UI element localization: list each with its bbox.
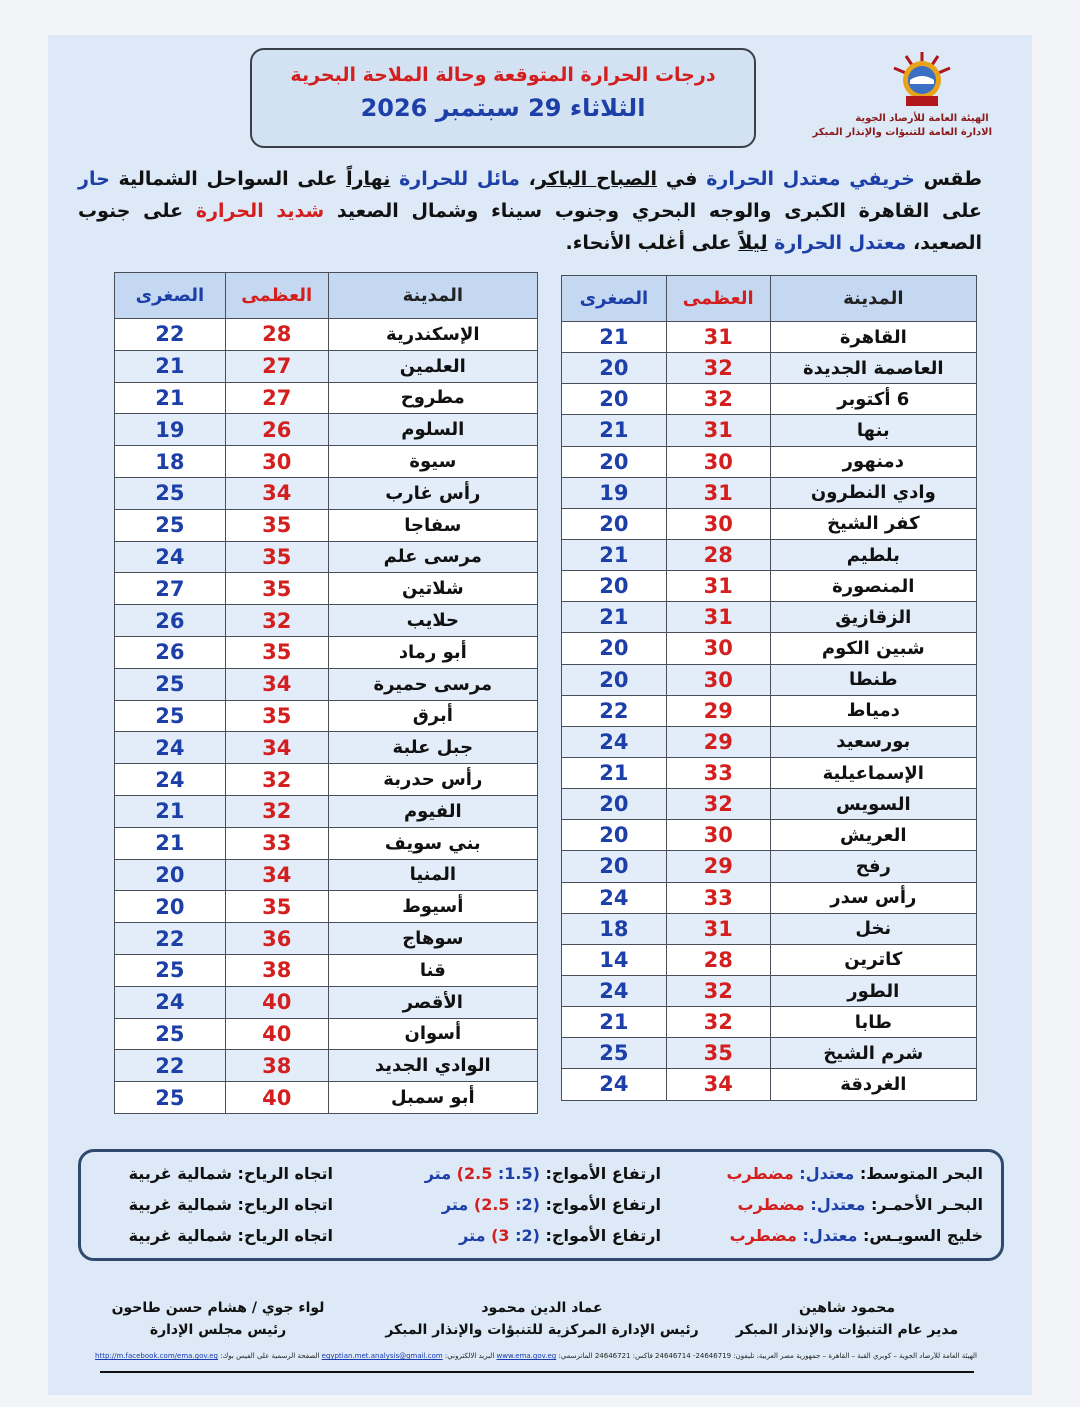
- table-row: [115, 827, 538, 859]
- wind-label: اتجاه الرياح:: [231, 1164, 333, 1183]
- city-cell: سيوة: [328, 446, 537, 478]
- min-temp-cell: 22: [115, 1050, 226, 1082]
- table-row: [115, 795, 538, 827]
- min-temp-cell: 25: [115, 954, 226, 986]
- contact-footer: [78, 1352, 977, 1360]
- wave-unit: متر: [459, 1226, 492, 1245]
- signatory-title: رئيس مجلس الإدارة: [149, 1322, 287, 1338]
- summary-highlight-red: شديد الحرارة: [195, 200, 325, 222]
- city-cell: طابا: [770, 1007, 976, 1038]
- max-temp-cell: 38: [225, 1050, 328, 1082]
- min-temp-cell: 24: [562, 726, 667, 757]
- city-cell: جبل علبة: [328, 732, 537, 764]
- max-temp-cell: 34: [225, 859, 328, 891]
- city-cell: كفر الشيخ: [770, 508, 976, 539]
- city-cell: دمياط: [770, 695, 976, 726]
- city-cell: بني سويف: [328, 827, 537, 859]
- footer-address: الهيئة العامة للأرصاد الجوية – كوبري القبة – القاهرة – جمهورية مصر العربية، تليفون: 24646719- 24646714 فاكس: 24646721 الماترسمي:: [558, 1352, 977, 1360]
- min-temp-cell: 25: [115, 1018, 226, 1050]
- min-temp-cell: 25: [115, 700, 226, 732]
- bulletin-page: [48, 35, 1032, 1395]
- table-row: [115, 446, 538, 478]
- table-row: [562, 757, 977, 788]
- wind-direction: شمالية غربية: [128, 1195, 232, 1214]
- max-temp-cell: 30: [666, 446, 770, 477]
- wave-label: ارتفاع الأمواج:: [539, 1226, 661, 1245]
- table-row: [115, 700, 538, 732]
- footer-divider: [100, 1371, 974, 1373]
- table-row: [562, 602, 977, 633]
- city-cell: المنصورة: [770, 571, 976, 602]
- sea-name: البحر المتوسط:: [854, 1164, 983, 1183]
- table-row: [115, 414, 538, 446]
- table-row: [115, 319, 538, 351]
- max-temp-cell: 31: [666, 602, 770, 633]
- min-temp-cell: 20: [562, 384, 667, 415]
- min-temp-cell: 21: [562, 322, 667, 353]
- table-row: [115, 605, 538, 637]
- city-cell: الأقصر: [328, 986, 537, 1018]
- sea-name: البحـر الأحمـر:: [865, 1195, 983, 1214]
- city-cell: مرسى حميرة: [328, 668, 537, 700]
- max-temp-cell: 30: [666, 664, 770, 695]
- city-cell: بلطيم: [770, 539, 976, 570]
- min-temp-cell: 25: [562, 1038, 667, 1069]
- table-row: [115, 477, 538, 509]
- summary-text: في: [657, 168, 707, 190]
- table-row: [562, 789, 977, 820]
- signature-chairman: [98, 1297, 338, 1341]
- city-cell: أبو سمبل: [328, 1082, 537, 1114]
- summary-text: طقس: [914, 168, 982, 190]
- max-temp-cell: 28: [225, 319, 328, 351]
- city-cell: الزقازيق: [770, 602, 976, 633]
- signatory-title: مدير عام التنبؤات والإنذار المبكر: [735, 1322, 959, 1338]
- max-temp-cell: 32: [225, 605, 328, 637]
- wave-min: (2:: [509, 1195, 540, 1214]
- table-row: [562, 508, 977, 539]
- table-row: [562, 571, 977, 602]
- max-temp-cell: 26: [225, 414, 328, 446]
- min-temp-cell: 22: [115, 319, 226, 351]
- table-row: [562, 975, 977, 1006]
- min-temp-cell: 21: [115, 382, 226, 414]
- table-row: [562, 695, 977, 726]
- min-temp-cell: 21: [115, 795, 226, 827]
- city-cell: سفاجا: [328, 509, 537, 541]
- website-link[interactable]: www.ema.gov.eg: [496, 1352, 557, 1360]
- max-temp-cell: 30: [666, 633, 770, 664]
- signatory-title: رئيس الإدارة المركزية للتنبؤات والإنذار المبكر: [385, 1322, 699, 1338]
- city-cell: الوادي الجديد: [328, 1050, 537, 1082]
- table-row: [115, 382, 538, 414]
- table-row: [115, 923, 538, 955]
- min-temp-cell: 24: [115, 541, 226, 573]
- header-max: العظمى: [666, 276, 770, 322]
- email-link[interactable]: egyptian.met.analysis@gmail.com: [321, 1352, 443, 1360]
- min-temp-cell: 25: [115, 509, 226, 541]
- max-temp-cell: 35: [225, 891, 328, 923]
- max-temp-cell: 38: [225, 954, 328, 986]
- summary-highlight: خريفي: [849, 168, 915, 190]
- signatory-name: محمود شاهين: [798, 1300, 896, 1316]
- max-temp-cell: 31: [666, 913, 770, 944]
- ema-logo: [812, 50, 992, 140]
- header-city: المدينة: [328, 273, 537, 319]
- bulletin-title: درجات الحرارة المتوقعة وحالة الملاحة البحرية: [290, 64, 716, 86]
- city-cell: سوهاج: [328, 923, 537, 955]
- summary-underlined: ليلاً: [738, 232, 768, 254]
- table-row: [115, 732, 538, 764]
- city-cell: الإسماعيلية: [770, 757, 976, 788]
- signature-central-director: [377, 1297, 707, 1341]
- signatory-name: عماد الدين محمود: [481, 1300, 603, 1316]
- marine-row: [81, 1164, 1001, 1194]
- summary-highlight: مائل للحرارة: [399, 168, 520, 190]
- city-cell: بنها: [770, 415, 976, 446]
- city-cell: شبين الكوم: [770, 633, 976, 664]
- city-cell: الطور: [770, 975, 976, 1006]
- max-temp-cell: 30: [666, 820, 770, 851]
- max-temp-cell: 27: [225, 382, 328, 414]
- ema-emblem-icon: [886, 50, 958, 112]
- min-temp-cell: 19: [115, 414, 226, 446]
- marine-row: [81, 1195, 1001, 1225]
- table-row: [562, 1007, 977, 1038]
- sea-state-label: معتدل:: [804, 1195, 866, 1214]
- max-temp-cell: 28: [666, 539, 770, 570]
- city-cell: وادي النطرون: [770, 477, 976, 508]
- max-temp-cell: 34: [666, 1069, 770, 1100]
- city-cell: أبو رماد: [328, 636, 537, 668]
- min-temp-cell: 14: [562, 944, 667, 975]
- table-row: [115, 509, 538, 541]
- city-cell: 6 أكتوبر: [770, 384, 976, 415]
- table-row: [115, 1018, 538, 1050]
- table-row: [115, 668, 538, 700]
- city-cell: مطروح: [328, 382, 537, 414]
- min-temp-cell: 18: [115, 446, 226, 478]
- summary-underlined: نهاراً: [346, 168, 391, 190]
- summary-highlight: معتدل الحرارة: [706, 168, 841, 190]
- table-row: [115, 350, 538, 382]
- table-row: [562, 353, 977, 384]
- max-temp-cell: 34: [225, 732, 328, 764]
- city-cell: شرم الشيخ: [770, 1038, 976, 1069]
- summary-text: [841, 168, 850, 190]
- table-row: [115, 954, 538, 986]
- city-cell: قنا: [328, 954, 537, 986]
- table-row: [115, 1082, 538, 1114]
- max-temp-cell: 40: [225, 1018, 328, 1050]
- city-cell: دمنهور: [770, 446, 976, 477]
- signatory-name: لواء جوي / هشام حسن طاحون: [111, 1300, 325, 1316]
- min-temp-cell: 26: [115, 636, 226, 668]
- city-cell: الغردقة: [770, 1069, 976, 1100]
- table-row: [115, 986, 538, 1018]
- city-cell: العلمين: [328, 350, 537, 382]
- table-row: [562, 726, 977, 757]
- max-temp-cell: 32: [666, 789, 770, 820]
- min-temp-cell: 21: [562, 539, 667, 570]
- table-row: [115, 541, 538, 573]
- wind-direction: شمالية غربية: [128, 1164, 232, 1183]
- wind-direction: شمالية غربية: [128, 1226, 232, 1245]
- footer-email-label: البريد الالكتروني:: [442, 1352, 497, 1360]
- city-cell: رأس حدربة: [328, 764, 537, 796]
- min-temp-cell: 20: [115, 891, 226, 923]
- max-temp-cell: 28: [666, 944, 770, 975]
- min-temp-cell: 24: [115, 732, 226, 764]
- min-temp-cell: 24: [562, 975, 667, 1006]
- table-row: [562, 913, 977, 944]
- max-temp-cell: 35: [225, 700, 328, 732]
- sea-name: خليج السويـس:: [857, 1226, 983, 1245]
- summary-text: على أغلب الأنحاء.: [565, 232, 739, 254]
- city-cell: رأس غارب: [328, 477, 537, 509]
- max-temp-cell: 35: [666, 1038, 770, 1069]
- max-temp-cell: 35: [225, 573, 328, 605]
- max-temp-cell: 33: [666, 882, 770, 913]
- min-temp-cell: 25: [115, 668, 226, 700]
- min-temp-cell: 24: [562, 1069, 667, 1100]
- city-cell: العاصمة الجديدة: [770, 353, 976, 384]
- table-row: [115, 573, 538, 605]
- min-temp-cell: 22: [562, 695, 667, 726]
- min-temp-cell: 21: [562, 602, 667, 633]
- min-temp-cell: 21: [562, 1007, 667, 1038]
- summary-underlined: الصباح الباكر: [535, 168, 658, 190]
- min-temp-cell: 18: [562, 913, 667, 944]
- min-temp-cell: 20: [562, 851, 667, 882]
- summary-highlight: حار: [78, 168, 110, 190]
- table-row: [562, 944, 977, 975]
- bulletin-date: الثلاثاء 29 سبتمبر 2026: [360, 94, 646, 122]
- wave-max: 2.5): [473, 1195, 510, 1214]
- min-temp-cell: 27: [115, 573, 226, 605]
- wave-unit: متر: [424, 1164, 457, 1183]
- summary-highlight: معتدل الحرارة: [774, 232, 907, 254]
- signature-forecast-director: [717, 1297, 977, 1341]
- org-name: الهيئة العامة للأرصاد الجوية: [855, 113, 989, 124]
- wind-label: اتجاه الرياح:: [231, 1195, 333, 1214]
- max-temp-cell: 32: [225, 764, 328, 796]
- table-row: [115, 891, 538, 923]
- max-temp-cell: 40: [225, 1082, 328, 1114]
- marine-row: [81, 1226, 1001, 1256]
- city-cell: كاترين: [770, 944, 976, 975]
- min-temp-cell: 20: [562, 820, 667, 851]
- table-row: [115, 859, 538, 891]
- summary-text: [390, 168, 399, 190]
- sea-state: مضطرب: [726, 1164, 794, 1183]
- summary-text: على القاهرة الكبرى والوجه البحري وجنوب سيناء وشمال الصعيد: [324, 200, 982, 222]
- table-row: [115, 764, 538, 796]
- wave-unit: متر: [441, 1195, 474, 1214]
- min-temp-cell: 25: [115, 477, 226, 509]
- city-cell: رأس سدر: [770, 882, 976, 913]
- max-temp-cell: 32: [666, 975, 770, 1006]
- city-cell: العريش: [770, 820, 976, 851]
- table-row: [562, 539, 977, 570]
- max-temp-cell: 32: [225, 795, 328, 827]
- max-temp-cell: 31: [666, 477, 770, 508]
- min-temp-cell: 20: [562, 508, 667, 539]
- max-temp-cell: 29: [666, 851, 770, 882]
- sea-state: مضطرب: [729, 1226, 797, 1245]
- temperature-table-right: [561, 275, 977, 1101]
- min-temp-cell: 24: [115, 986, 226, 1018]
- table-header-row: [115, 273, 538, 319]
- max-temp-cell: 31: [666, 415, 770, 446]
- max-temp-cell: 32: [666, 384, 770, 415]
- max-temp-cell: 30: [666, 508, 770, 539]
- max-temp-cell: 35: [225, 541, 328, 573]
- max-temp-cell: 36: [225, 923, 328, 955]
- wind-label: اتجاه الرياح:: [231, 1226, 333, 1245]
- min-temp-cell: 20: [562, 353, 667, 384]
- max-temp-cell: 40: [225, 986, 328, 1018]
- min-temp-cell: 21: [562, 757, 667, 788]
- max-temp-cell: 33: [225, 827, 328, 859]
- table-row: [562, 820, 977, 851]
- city-cell: أبرق: [328, 700, 537, 732]
- min-temp-cell: 21: [115, 827, 226, 859]
- org-department: الادارة العامة للتنبؤات والإنذار المبكر: [812, 127, 992, 138]
- city-cell: أسوان: [328, 1018, 537, 1050]
- max-temp-cell: 34: [225, 477, 328, 509]
- table-row: [562, 1069, 977, 1100]
- city-cell: السلوم: [328, 414, 537, 446]
- table-row: [115, 1050, 538, 1082]
- max-temp-cell: 31: [666, 571, 770, 602]
- marine-conditions-box: [78, 1149, 1004, 1261]
- summary-text: على جنوب الصعيد،: [78, 200, 982, 254]
- table-row: [562, 664, 977, 695]
- table-header-row: [562, 276, 977, 322]
- max-temp-cell: 35: [225, 509, 328, 541]
- city-cell: السويس: [770, 789, 976, 820]
- city-cell: مرسى علم: [328, 541, 537, 573]
- min-temp-cell: 20: [562, 633, 667, 664]
- table-row: [562, 322, 977, 353]
- footer-facebook-label: الصفحة الرسمية على الفيس بوك:: [217, 1352, 322, 1360]
- min-temp-cell: 25: [115, 1082, 226, 1114]
- max-temp-cell: 32: [666, 1007, 770, 1038]
- table-row: [562, 446, 977, 477]
- header-max: العظمى: [225, 273, 328, 319]
- table-row: [562, 633, 977, 664]
- weather-summary: [78, 163, 982, 259]
- max-temp-cell: 33: [666, 757, 770, 788]
- min-temp-cell: 20: [115, 859, 226, 891]
- min-temp-cell: 21: [562, 415, 667, 446]
- wave-max: 2.5): [456, 1164, 493, 1183]
- min-temp-cell: 19: [562, 477, 667, 508]
- table-row: [562, 851, 977, 882]
- city-cell: حلايب: [328, 605, 537, 637]
- city-cell: القاهرة: [770, 322, 976, 353]
- sea-state-label: معتدل:: [793, 1164, 855, 1183]
- table-row: [562, 384, 977, 415]
- wave-max: 3): [491, 1226, 510, 1245]
- table-row: [115, 636, 538, 668]
- min-temp-cell: 20: [562, 664, 667, 695]
- min-temp-cell: 24: [562, 882, 667, 913]
- table-row: [562, 1038, 977, 1069]
- city-cell: شلاتين: [328, 573, 537, 605]
- city-cell: نخل: [770, 913, 976, 944]
- city-cell: أسيوط: [328, 891, 537, 923]
- max-temp-cell: 27: [225, 350, 328, 382]
- summary-text: على السواحل الشمالية: [109, 168, 347, 190]
- min-temp-cell: 21: [115, 350, 226, 382]
- wave-min: (1.5:: [492, 1164, 540, 1183]
- city-cell: طنطا: [770, 664, 976, 695]
- wave-label: ارتفاع الأمواج:: [539, 1195, 661, 1214]
- sea-state: مضطرب: [737, 1195, 805, 1214]
- city-cell: بورسعيد: [770, 726, 976, 757]
- wave-min: (2:: [509, 1226, 540, 1245]
- header-min: الصغرى: [115, 273, 226, 319]
- sea-state-label: معتدل:: [796, 1226, 858, 1245]
- city-cell: رفح: [770, 851, 976, 882]
- table-row: [562, 477, 977, 508]
- min-temp-cell: 24: [115, 764, 226, 796]
- summary-text: ،: [519, 168, 536, 190]
- min-temp-cell: 20: [562, 446, 667, 477]
- city-cell: المنيا: [328, 859, 537, 891]
- title-box: [250, 48, 756, 148]
- temperature-table-left: [114, 272, 538, 1114]
- table-row: [562, 415, 977, 446]
- min-temp-cell: 20: [562, 571, 667, 602]
- city-cell: الإسكندرية: [328, 319, 537, 351]
- max-temp-cell: 35: [225, 636, 328, 668]
- facebook-link[interactable]: http://m.facebook.com/ema.gov.eg: [95, 1352, 218, 1360]
- min-temp-cell: 20: [562, 789, 667, 820]
- table-row: [562, 882, 977, 913]
- min-temp-cell: 26: [115, 605, 226, 637]
- max-temp-cell: 29: [666, 726, 770, 757]
- city-cell: الفيوم: [328, 795, 537, 827]
- min-temp-cell: 22: [115, 923, 226, 955]
- header-city: المدينة: [770, 276, 976, 322]
- max-temp-cell: 31: [666, 322, 770, 353]
- max-temp-cell: 29: [666, 695, 770, 726]
- header-min: الصغرى: [562, 276, 667, 322]
- max-temp-cell: 30: [225, 446, 328, 478]
- wave-label: ارتفاع الأمواج:: [539, 1164, 661, 1183]
- max-temp-cell: 32: [666, 353, 770, 384]
- max-temp-cell: 34: [225, 668, 328, 700]
